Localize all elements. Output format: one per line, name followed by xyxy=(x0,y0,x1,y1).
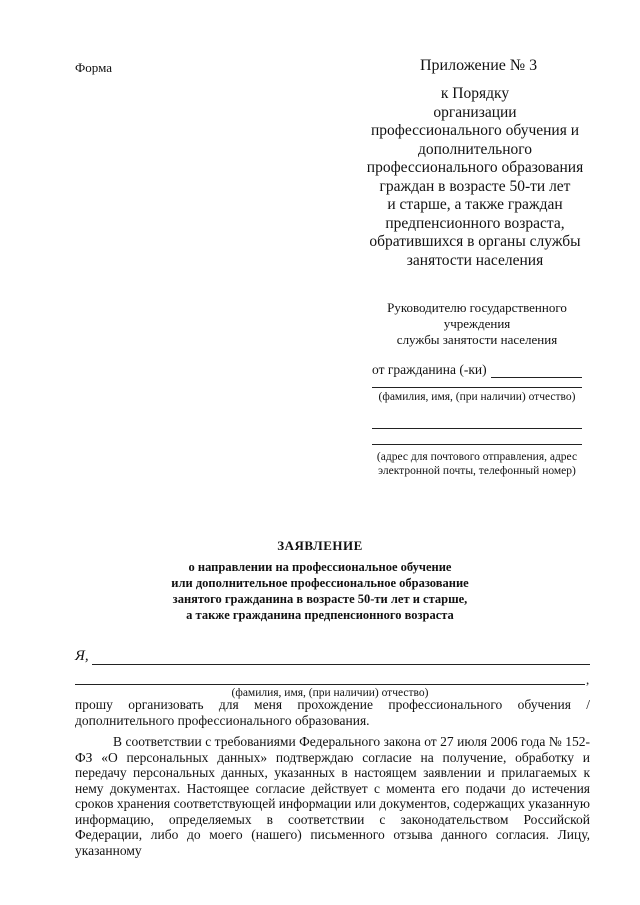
subtitle-line: занятого гражданина в возрасте 50-ти лет и старше, xyxy=(172,592,468,606)
trailing-comma: , xyxy=(586,672,590,687)
ya-label: Я, xyxy=(75,648,89,664)
applicant-name-caption: (фамилия, имя, (при наличии) отчество) xyxy=(378,391,576,403)
contact-caption-line: электронной почты, телефонный номер) xyxy=(378,465,576,477)
addressee-line: учреждения xyxy=(443,316,511,331)
statement-title: ЗАЯВЛЕНИЕ xyxy=(277,538,363,553)
ya-name-line-2[interactable] xyxy=(75,684,585,685)
from-name-field[interactable] xyxy=(491,363,582,378)
appendix-line: предпенсионного возраста, xyxy=(385,214,565,232)
form-label: Форма xyxy=(75,60,112,75)
from-label: от гражданина (-ки) xyxy=(372,362,487,377)
statement-body xyxy=(75,697,590,858)
contact-caption-line: (адрес для почтового отправления, адрес xyxy=(376,451,578,463)
statement-subtitle xyxy=(120,559,520,623)
from-row xyxy=(372,362,582,378)
appendix-line: профессионального обучения и xyxy=(370,122,580,139)
subtitle-line: а также гражданина предпенсионного возраста xyxy=(186,608,454,622)
appendix-line: профессионального образования xyxy=(366,159,584,176)
appendix-line: и старше, а также граждан xyxy=(387,196,563,213)
appendix-title: Приложение № 3 xyxy=(420,57,538,74)
ya-name-field[interactable] xyxy=(92,650,590,665)
subtitle-line: о направлении на профессиональное обучение xyxy=(188,560,452,574)
appendix-line: обратившихся в органы службы xyxy=(369,233,581,250)
contact-line-1[interactable] xyxy=(372,428,582,429)
contact-line-2[interactable] xyxy=(372,444,582,445)
appendix-subtitle xyxy=(360,85,590,270)
addressee-block xyxy=(372,300,582,348)
appendix-line: дополнительного xyxy=(417,140,533,158)
appendix-line: занятости населения xyxy=(406,251,544,269)
applicant-name-line[interactable] xyxy=(372,387,582,388)
addressee-line: Руководителю государственного xyxy=(387,300,567,315)
ya-row xyxy=(75,648,590,665)
request-paragraph: прошу организовать для меня прохождение профессионального обучения /дополнительного профессионального образования. xyxy=(75,697,590,728)
contact-caption xyxy=(372,450,582,478)
appendix-line: организации xyxy=(433,103,517,121)
subtitle-line: или дополнительное профессиональное образование xyxy=(171,576,469,590)
appendix-line: граждан в возрасте 50-ти лет xyxy=(379,177,571,195)
consent-paragraph: В соответствии с требованиями Федерального закона от 27 июля 2006 года № 152-ФЗ «О персональных данных» подтверждаю согласие на получение, обработку и передачу персональных данных, указанных в настоящем заявлении и прилагаемых к нему документах. Настоящее согласие действует с момента его подачи до истечения сроков хранения соответствующей информации или документов, содержащих указанную информацию, определяемых в соответствии с законодательством Российской Федерации, либо до моего (нашего) письменного отзыва данного согласия. Лицу, указанному xyxy=(75,734,590,858)
appendix-line: к Порядку xyxy=(440,85,510,102)
ya-name-caption: (фамилия, имя, (при наличии) отчество) xyxy=(231,687,429,699)
addressee-line: службы занятости населения xyxy=(396,332,558,347)
